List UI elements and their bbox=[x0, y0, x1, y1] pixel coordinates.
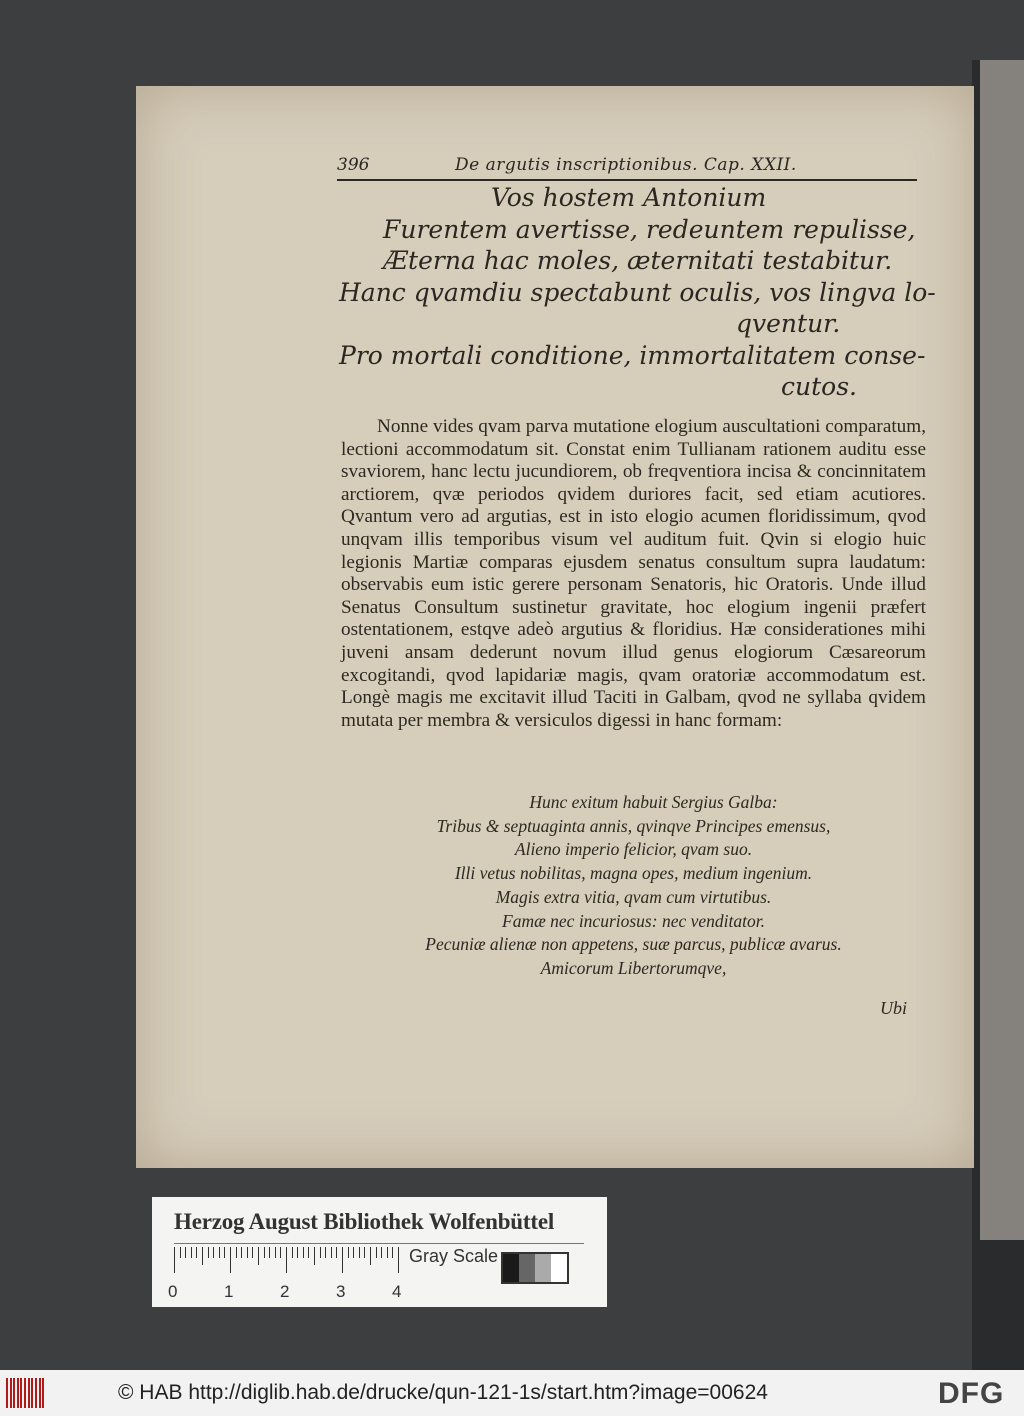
ruler-tick bbox=[353, 1247, 354, 1258]
ruler-tick bbox=[185, 1247, 186, 1258]
ruler-tick bbox=[258, 1247, 259, 1265]
verse-line: Æterna hac moles, æternitati testabitur. bbox=[383, 246, 893, 275]
ruler-tick bbox=[264, 1247, 265, 1258]
ruler-tick bbox=[252, 1247, 253, 1258]
ruler-tick bbox=[180, 1247, 181, 1258]
poem-line: Pecuniæ alienæ non appetens, suæ parcus, publicæ avarus. bbox=[425, 934, 842, 955]
ruler-tick bbox=[292, 1247, 293, 1258]
ruler-tick bbox=[331, 1247, 332, 1258]
ruler-tick bbox=[230, 1247, 231, 1273]
barcode-bar bbox=[31, 1378, 33, 1408]
ruler-tick bbox=[342, 1247, 343, 1273]
ruler-tick bbox=[398, 1247, 399, 1273]
barcode-bar bbox=[17, 1378, 19, 1408]
ruler-tick bbox=[381, 1247, 382, 1258]
ruler-tick bbox=[348, 1247, 349, 1258]
barcode-bar bbox=[39, 1378, 41, 1408]
ruler-tick bbox=[376, 1247, 377, 1258]
running-header bbox=[337, 151, 917, 181]
verse-line: qventur. bbox=[736, 309, 841, 338]
running-head-title: De argutis inscriptionibus. Cap. XXII. bbox=[455, 155, 797, 175]
ruler-tick bbox=[314, 1247, 315, 1265]
galba-inscription bbox=[341, 791, 926, 981]
gray-scale-swatch bbox=[501, 1252, 569, 1284]
ruler-tick bbox=[308, 1247, 309, 1258]
ruler-tick bbox=[219, 1247, 220, 1258]
ruler-tick bbox=[280, 1247, 281, 1258]
ruler-tick bbox=[336, 1247, 337, 1258]
verse-line: Furentem avertisse, redeuntem repulisse, bbox=[383, 214, 916, 244]
ruler-tick bbox=[320, 1247, 321, 1258]
barcode-bar bbox=[35, 1378, 37, 1408]
ruler-number: 2 bbox=[280, 1282, 290, 1301]
ruler-tick bbox=[247, 1247, 248, 1258]
ruler-tick bbox=[208, 1247, 209, 1258]
poem-line: Amicorum Libertorumqve, bbox=[540, 957, 727, 978]
ruler-tick bbox=[224, 1247, 225, 1258]
barcode-bar bbox=[10, 1378, 12, 1408]
verse-line: Pro mortali conditione, immortalitatem conse- bbox=[339, 340, 926, 370]
adjacent-page-edge bbox=[972, 60, 1024, 1370]
poem-line: Alieno imperio felicior, qvam suo. bbox=[514, 839, 753, 860]
ruler-tick bbox=[297, 1247, 298, 1258]
barcode-icon bbox=[6, 1378, 46, 1408]
ruler-tick bbox=[325, 1247, 326, 1258]
book-page bbox=[136, 86, 974, 1168]
barcode-bar bbox=[42, 1378, 44, 1408]
catchword: Ubi bbox=[880, 998, 907, 1018]
ruler-tick bbox=[191, 1247, 192, 1258]
ruler-tick bbox=[241, 1247, 242, 1258]
ruler-tick bbox=[269, 1247, 270, 1258]
ruler-number: 0 bbox=[168, 1282, 178, 1301]
scale-ruler bbox=[174, 1247, 414, 1273]
body-paragraph: Nonne vides qvam parva mutatione elogium auscultationi comparatum, lectioni accommodatum sit. Constat enim Tullianam rationem auditu esse svaviorem, hanc lectu jucundiorem, ob freqventiora incisa & concinnitatem arctiorem, qvæ periodos qvidem duriores facit, sed etiam acutiores. Qvantum vero ad argutias, est in isto elogio acumen floridissimum, qvod unqvam illis temporibus visum vel auditum fuit. Qvin si elogio huic legionis Martiæ comparas ejusdem senatus consultum supra laudatum: observabis eum istic gerere personam Senatoris, hic Oratoris. Unde illud Senatus Consultum sustinetur gravitate, hoc elogium ingenii præfert ostentationem, estqve adeò argutius & floridius. Hæ considerationes mihi juveni ansam dederunt novum illud genus elogiorum Cæsareorum excogitandi, qvod lapidariæ magis, qvam oratoriæ accommodatum est. Longè magis me excitavit illud Taciti in Galbam, qvod ne syllaba qvidem mutata per membra & versiculos digessi in hanc formam: bbox=[341, 416, 926, 731]
ruler-tick bbox=[174, 1247, 175, 1273]
ruler-tick bbox=[213, 1247, 214, 1258]
ruler-number: 1 bbox=[224, 1282, 234, 1301]
barcode-bar bbox=[28, 1378, 30, 1408]
library-color-card bbox=[152, 1197, 607, 1307]
divider bbox=[174, 1243, 584, 1244]
ruler-tick bbox=[392, 1247, 393, 1258]
inscription-verse bbox=[331, 182, 936, 403]
poem-line: Tribus & septuaginta annis, qvinqve Principes emensus, bbox=[436, 815, 831, 836]
ruler-number: 4 bbox=[392, 1282, 402, 1301]
library-name: Herzog August Bibliothek Wolfenbüttel bbox=[174, 1209, 555, 1234]
ruler-tick bbox=[359, 1247, 360, 1258]
ruler-tick bbox=[275, 1247, 276, 1258]
gray-scale-label: Gray Scale bbox=[409, 1246, 499, 1266]
barcode-bar bbox=[6, 1378, 8, 1408]
ruler-tick bbox=[236, 1247, 237, 1258]
verse-line: cutos. bbox=[781, 372, 857, 401]
ruler-tick bbox=[286, 1247, 287, 1273]
dfg-logo: DFG bbox=[938, 1377, 1005, 1410]
poem-line: Famæ nec incuriosus: nec venditator. bbox=[502, 910, 765, 931]
poem-line: Illi vetus nobilitas, magna opes, medium ingenium. bbox=[454, 863, 813, 884]
ruler-tick bbox=[364, 1247, 365, 1258]
body-paragraph-block bbox=[341, 416, 926, 732]
barcode-bar bbox=[13, 1378, 15, 1408]
barcode-bar bbox=[24, 1378, 26, 1408]
ruler-tick bbox=[196, 1247, 197, 1258]
copyright-url[interactable]: © HAB http://diglib.hab.de/drucke/qun-121-1s/start.htm?image=00624 bbox=[118, 1381, 768, 1404]
poem-line: Magis extra vitia, qvam cum virtutibus. bbox=[495, 886, 772, 907]
ruler-tick bbox=[370, 1247, 371, 1265]
verse-line: Vos hostem Antonium bbox=[491, 183, 767, 212]
ruler-tick bbox=[303, 1247, 304, 1258]
viewer-footer bbox=[0, 1370, 1024, 1416]
page-number: 396 bbox=[337, 155, 370, 175]
ruler-tick bbox=[202, 1247, 203, 1265]
poem-line: Hunc exitum habuit Sergius Galba: bbox=[529, 792, 778, 812]
verse-line: Hanc qvamdiu spectabunt oculis, vos lingva lo- bbox=[339, 277, 936, 307]
ruler-tick bbox=[387, 1247, 388, 1258]
ruler-number: 3 bbox=[336, 1282, 346, 1301]
barcode-bar bbox=[20, 1378, 22, 1408]
